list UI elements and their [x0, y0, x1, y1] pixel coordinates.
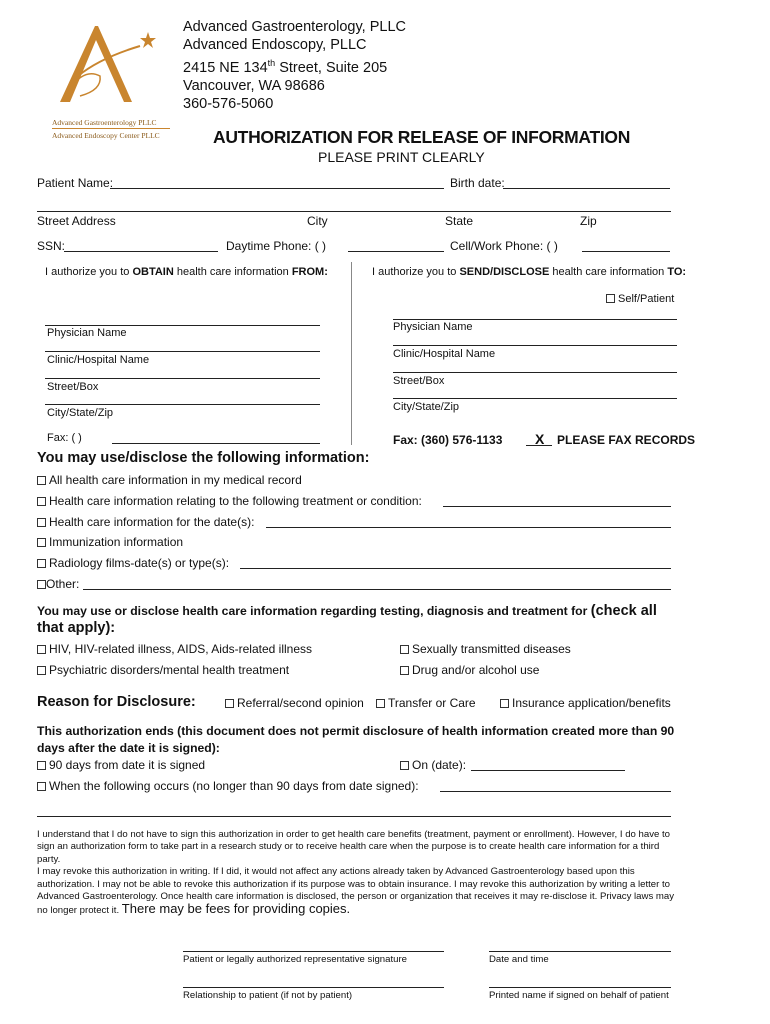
- cell-phone-field[interactable]: [582, 251, 670, 252]
- ssn-label: SSN:: [37, 239, 66, 253]
- checkbox[interactable]: [37, 761, 46, 770]
- zip-label: Zip: [580, 214, 597, 228]
- logo-line1: Advanced Gastroenterology PLLC: [52, 118, 170, 129]
- cell-phone-label: Cell/Work Phone: ( ): [450, 239, 558, 253]
- from-street-field[interactable]: [45, 378, 320, 379]
- logo: [40, 18, 175, 138]
- street-address: 2415 NE 134th Street, Suite 205: [183, 58, 388, 76]
- radiology-field[interactable]: [240, 568, 671, 569]
- obtain-from-heading: I authorize you to OBTAIN health care information FROM:: [45, 266, 328, 278]
- checkbox[interactable]: [225, 699, 234, 708]
- to-street-field[interactable]: [393, 372, 677, 373]
- testing-item-drug[interactable]: Drug and/or alcohol use: [400, 663, 539, 677]
- info-heading: You may use/disclose the following information:: [37, 450, 370, 466]
- to-cityzip-field[interactable]: [393, 398, 677, 399]
- other-field[interactable]: [83, 589, 671, 590]
- checkbox[interactable]: [400, 645, 409, 654]
- page-title: AUTHORIZATION FOR RELEASE OF INFORMATION: [213, 127, 631, 147]
- state-label: State: [445, 214, 474, 228]
- address-block: [183, 18, 406, 113]
- info-item-all[interactable]: All health care information in my medical record: [37, 473, 302, 487]
- dates-field[interactable]: [266, 527, 671, 528]
- to-clinic-label: Clinic/Hospital Name: [393, 348, 496, 360]
- from-clinic-field[interactable]: [45, 351, 320, 352]
- ssn-field[interactable]: [64, 251, 218, 252]
- checkbox[interactable]: [37, 782, 46, 791]
- to-clinic-field[interactable]: [393, 345, 677, 346]
- printed-name-label: Printed name if signed on behalf of patient: [489, 990, 669, 1001]
- testing-heading: You may use or disclose health care information regarding testing, diagnosis and treatment for (check all that apply):: [37, 603, 657, 636]
- testing-item-hiv[interactable]: HIV, HIV-related illness, AIDS, Aids-related illness: [37, 642, 312, 656]
- checkbox[interactable]: [37, 645, 46, 654]
- testing-item-psych[interactable]: Psychiatric disorders/mental health treatment: [37, 663, 289, 677]
- street-address-field[interactable]: [37, 211, 671, 212]
- from-clinic-label: Clinic/Hospital Name: [47, 354, 150, 366]
- info-item-immunization[interactable]: Immunization information: [37, 535, 183, 549]
- from-cityzip-field[interactable]: [45, 404, 320, 405]
- reason-referral[interactable]: Referral/second opinion: [225, 696, 364, 710]
- logo-a-icon: [40, 18, 175, 113]
- fax-records-mark: X: [535, 431, 545, 447]
- legal-paragraph-1: I understand that I do not have to sign this authorization in order to get health care benefits (treatment, payment or enrollment). However, I do have to sign an authorization form to take part in a research study or to receive health care when the purpose is to create health care information for a third party.: [37, 829, 671, 865]
- signature-label: Patient or legally authorized representative signature: [183, 954, 407, 965]
- info-item-radiology[interactable]: Radiology films-date(s) or type(s):: [37, 556, 229, 570]
- legal-paragraph-2: I may revoke this authorization in writing. If I did, it would not affect any actions already taken by Advanced Gastroenterology based upon this authorization. I may not be able to revoke this authorization if its purpose was to obtain insurance. I may revoke this authorization by writing a letter to Advanced Gastroenterology. Once health care information is disclosed, the person or organization that receives it may re-disclose it. Privacy laws may no longer protect it. There may be fees for providing copies.: [37, 866, 675, 917]
- org-name-1: Advanced Gastroenterology, PLLC: [183, 19, 407, 35]
- info-item-other[interactable]: Other:: [37, 577, 79, 591]
- checkbox[interactable]: [37, 497, 46, 506]
- ends-on-date[interactable]: On (date):: [400, 758, 466, 772]
- checkbox[interactable]: [376, 699, 385, 708]
- checkbox[interactable]: [37, 559, 46, 568]
- ends-heading: This authorization ends (this document does not permit disclosure of health information created more than 90 days after the date it is signed):: [37, 724, 675, 755]
- from-street-label: Street/Box: [47, 381, 99, 393]
- date-time-label: Date and time: [489, 954, 549, 965]
- from-cityzip-label: City/State/Zip: [47, 407, 114, 419]
- checkbox[interactable]: [37, 580, 46, 589]
- ends-90-days[interactable]: 90 days from date it is signed: [37, 758, 205, 772]
- checkbox[interactable]: [37, 538, 46, 547]
- checkbox[interactable]: [37, 476, 46, 485]
- reason-transfer[interactable]: Transfer or Care: [376, 696, 476, 710]
- printed-name-field[interactable]: [489, 987, 671, 988]
- column-divider: [351, 262, 352, 445]
- date-time-field[interactable]: [489, 951, 671, 952]
- from-physician-label: Physician Name: [47, 327, 127, 339]
- org-name-2: Advanced Endoscopy, PLLC: [183, 37, 367, 53]
- ends-event-field-2[interactable]: [37, 816, 671, 817]
- patient-name-field[interactable]: [110, 188, 444, 189]
- fax-records-field[interactable]: [526, 445, 552, 446]
- daytime-phone-field[interactable]: [348, 251, 444, 252]
- to-physician-label: Physician Name: [393, 321, 473, 333]
- to-fax-number: Fax: (360) 576-1133: [393, 433, 503, 447]
- checkbox[interactable]: [400, 761, 409, 770]
- reason-heading: Reason for Disclosure:: [37, 694, 196, 710]
- from-physician-field[interactable]: [45, 325, 320, 326]
- checkbox[interactable]: [37, 666, 46, 675]
- treatment-field[interactable]: [443, 506, 671, 507]
- to-physician-field[interactable]: [393, 319, 677, 320]
- fax-records-note: PLEASE FAX RECORDS: [557, 433, 696, 447]
- signature-field[interactable]: [183, 951, 444, 952]
- testing-item-std[interactable]: Sexually transmitted diseases: [400, 642, 571, 656]
- birth-date-field[interactable]: [503, 188, 670, 189]
- relationship-label: Relationship to patient (if not by patient): [183, 990, 353, 1001]
- ends-when-occurs[interactable]: When the following occurs (no longer than 90 days from date signed):: [37, 779, 419, 793]
- legal-text: [37, 829, 677, 918]
- checkbox[interactable]: [37, 518, 46, 527]
- city-label: City: [307, 214, 328, 228]
- self-patient-option[interactable]: Self/Patient: [606, 293, 674, 305]
- checkbox[interactable]: [500, 699, 509, 708]
- info-item-dates[interactable]: Health care information for the date(s):: [37, 515, 254, 529]
- page-subtitle: PLEASE PRINT CLEARLY: [318, 149, 485, 165]
- send-to-heading: I authorize you to SEND/DISCLOSE health care information TO:: [372, 266, 687, 278]
- self-patient-checkbox[interactable]: [606, 294, 615, 303]
- ends-event-field[interactable]: [440, 791, 671, 792]
- daytime-phone-label: Daytime Phone: ( ): [226, 239, 327, 253]
- patient-name-label: Patient Name:: [37, 176, 114, 190]
- street-address-label: Street Address: [37, 214, 116, 228]
- phone-number: 360-576-5060: [183, 95, 274, 112]
- from-fax-label: Fax: ( ): [47, 432, 82, 444]
- city-state-zip: Vancouver, WA 98686: [183, 77, 325, 94]
- from-fax-field[interactable]: [112, 443, 320, 444]
- checkbox[interactable]: [400, 666, 409, 675]
- info-item-treatment[interactable]: Health care information relating to the following treatment or condition:: [37, 494, 422, 508]
- to-cityzip-label: City/State/Zip: [393, 401, 460, 413]
- reason-insurance[interactable]: Insurance application/benefits: [500, 696, 671, 710]
- relationship-field[interactable]: [183, 987, 444, 988]
- logo-line2: Advanced Endoscopy Center PLLC: [52, 131, 160, 140]
- to-street-label: Street/Box: [393, 375, 445, 387]
- ends-date-field[interactable]: [471, 770, 625, 771]
- birth-date-label: Birth date:: [450, 176, 505, 190]
